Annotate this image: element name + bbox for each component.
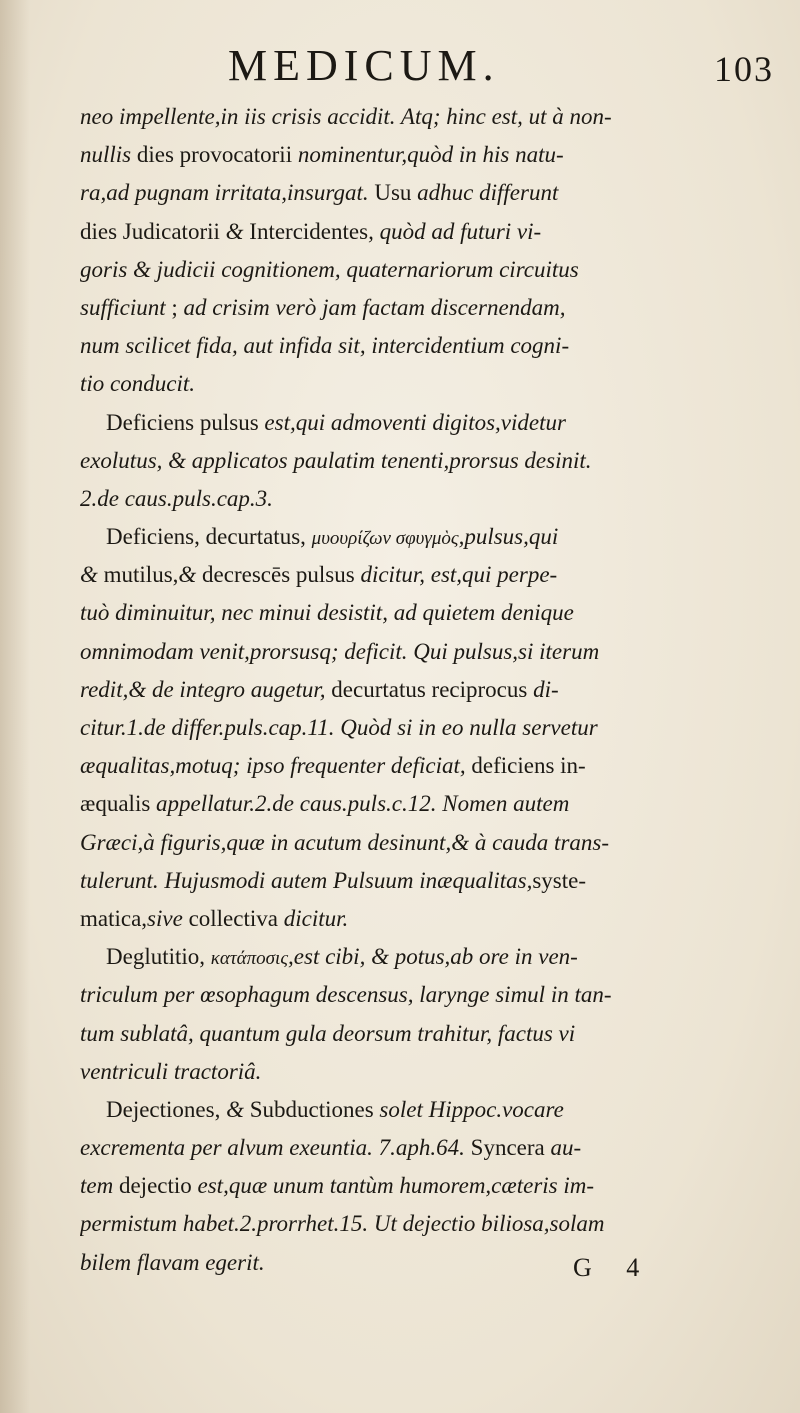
text-line bbox=[80, 862, 780, 900]
text-segment: ad crisim verò jam factam discernendam, bbox=[183, 294, 566, 320]
text-segment: decrescēs pulsus bbox=[202, 562, 361, 588]
text-segment: tio conducit. bbox=[80, 371, 195, 397]
text-segment: æqualitas,motuq; ipso frequenter deficiat, bbox=[80, 753, 472, 779]
text-segment: sufficiunt bbox=[80, 294, 172, 320]
text-segment: neo impellente,in iis crisis accidit. Atq; hinc est, ut à non- bbox=[80, 104, 612, 129]
text-segment: Usu bbox=[374, 180, 418, 206]
text-segment: mutilus, bbox=[103, 562, 179, 588]
text-line bbox=[80, 327, 780, 365]
signature-mark: G 4 bbox=[573, 1253, 654, 1282]
text-line bbox=[80, 556, 780, 594]
text-line bbox=[80, 633, 780, 671]
text-segment: Deficiens pulsus bbox=[106, 409, 265, 435]
text-segment: dicitur, est,qui perpe- bbox=[360, 562, 558, 588]
text-segment: solet Hippoc.vocare bbox=[379, 1096, 564, 1122]
text-segment: dicitur. bbox=[283, 905, 349, 931]
text-line bbox=[80, 404, 780, 442]
text-segment: Subductiones bbox=[249, 1096, 380, 1122]
text-segment: triculum per œsophagum descensus, larynge simul in tan- bbox=[80, 982, 612, 1008]
text-line bbox=[80, 900, 780, 938]
text-segment: nominentur,quòd in his natu- bbox=[297, 142, 564, 168]
text-segment: appellatur.2.de caus.puls.c.12. Nomen autem bbox=[156, 791, 570, 817]
text-segment: nullis bbox=[80, 142, 137, 168]
text-segment: permistum habet.2.prorrhet.15. Ut dejectio biliosa,solam bbox=[80, 1211, 605, 1237]
text-line bbox=[80, 824, 780, 862]
text-segment: syste- bbox=[532, 867, 587, 893]
text-line bbox=[80, 136, 780, 174]
text-line bbox=[80, 1015, 780, 1053]
text-segment: citur.1.de differ.puls.cap.11. Quòd si in eo nulla servetur bbox=[80, 715, 598, 740]
text-segment: æqualis bbox=[80, 791, 157, 817]
page-header bbox=[100, 38, 780, 94]
text-line bbox=[80, 1091, 780, 1129]
text-line bbox=[80, 289, 780, 327]
text-line bbox=[80, 442, 780, 480]
body-text bbox=[80, 98, 780, 1282]
text-segment: omnimodam venit,prorsusq; deficit. Qui pulsus,si iterum bbox=[80, 638, 600, 664]
text-line bbox=[80, 709, 780, 747]
text-line bbox=[80, 213, 780, 251]
text-segment: Deficiens, decurtatus, bbox=[106, 524, 312, 550]
text-segment: di- bbox=[533, 676, 559, 702]
text-segment: tuò diminuitur, nec minui desistit, ad quietem denique bbox=[80, 600, 574, 626]
text-segment: dies Judicatorii bbox=[80, 218, 226, 244]
text-line bbox=[80, 480, 780, 518]
text-segment: adhuc differunt bbox=[417, 180, 559, 206]
text-segment: Græci,à figuris,quæ in acutum desinunt,& à cauda trans- bbox=[80, 829, 609, 855]
text-segment: bilem flavam egerit. bbox=[80, 1249, 265, 1275]
text-segment: tulerunt. Hujusmodi autem Pulsuum inæqualitas, bbox=[80, 867, 533, 893]
text-segment: ra,ad pugnam irritata,insurgat. bbox=[80, 180, 375, 206]
text-segment: ventriculi tractoriâ. bbox=[80, 1058, 262, 1084]
text-segment: & bbox=[80, 562, 104, 588]
text-line bbox=[80, 938, 780, 976]
greek-term: μυουρίζων σφυγμὸς bbox=[311, 528, 459, 550]
text-segment: goris & judicii cognitionem, quaternariorum circuitus bbox=[80, 256, 579, 282]
text-segment: , quòd ad futuri vi- bbox=[368, 218, 542, 244]
text-segment: est,quæ unum tantùm humorem,cæteris im- bbox=[197, 1173, 595, 1199]
text-line bbox=[80, 785, 780, 823]
text-line bbox=[80, 98, 780, 136]
text-segment: Deglutitio, bbox=[106, 944, 211, 970]
text-segment: 2.de caus.puls.cap.3. bbox=[80, 485, 273, 511]
text-segment: tem bbox=[80, 1173, 119, 1199]
text-segment: collectiva bbox=[188, 905, 284, 931]
text-segment: au- bbox=[550, 1135, 582, 1161]
gutter-shadow bbox=[0, 0, 30, 1413]
page-footer bbox=[80, 1248, 780, 1288]
text-segment: Syncera bbox=[470, 1135, 551, 1161]
text-segment: Intercidentes bbox=[249, 218, 369, 244]
text-segment: ; bbox=[171, 294, 184, 320]
text-line bbox=[80, 1129, 780, 1167]
text-line bbox=[80, 747, 780, 785]
text-line bbox=[80, 671, 780, 709]
text-segment: dies provocatorii bbox=[136, 142, 298, 168]
text-line bbox=[80, 1167, 780, 1205]
text-segment: & bbox=[225, 218, 250, 244]
text-line bbox=[80, 976, 780, 1014]
text-segment: exolutus, & applicatos paulatim tenenti,prorsus desinit. bbox=[80, 447, 592, 473]
text-segment: redit,& de integro augetur, bbox=[80, 676, 332, 702]
running-title: MEDICUM. bbox=[228, 41, 500, 90]
text-segment: & bbox=[178, 562, 203, 588]
text-segment: est,qui admoventi digitos,videtur bbox=[264, 409, 566, 435]
text-line bbox=[80, 251, 780, 289]
text-line bbox=[80, 594, 780, 632]
text-segment: matica, bbox=[80, 905, 148, 931]
text-segment: deficiens in- bbox=[471, 753, 586, 779]
greek-term: κατάποσις bbox=[210, 948, 289, 970]
text-segment: sive bbox=[147, 905, 189, 931]
page-number: 103 bbox=[714, 49, 774, 89]
text-segment: ,est cibi, & potus,ab ore in ven- bbox=[288, 944, 578, 970]
text-segment: num scilicet fida, aut infida sit, intercidentium cogni- bbox=[80, 333, 570, 359]
text-segment: dejectio bbox=[118, 1173, 198, 1199]
text-line bbox=[80, 174, 780, 212]
text-line bbox=[80, 365, 780, 403]
text-line bbox=[80, 1205, 780, 1243]
text-line bbox=[80, 1053, 780, 1091]
text-segment: decurtatus reciprocus bbox=[331, 676, 534, 702]
text-segment: ,pulsus,qui bbox=[458, 524, 559, 550]
text-segment: excrementa per alvum exeuntia. 7.aph.64. bbox=[80, 1135, 471, 1161]
text-segment: tum sublatâ, quantum gula deorsum trahitur, factus vi bbox=[80, 1020, 576, 1046]
text-segment: & bbox=[226, 1096, 250, 1122]
text-segment: Dejectiones, bbox=[106, 1096, 227, 1122]
text-line bbox=[80, 518, 780, 556]
